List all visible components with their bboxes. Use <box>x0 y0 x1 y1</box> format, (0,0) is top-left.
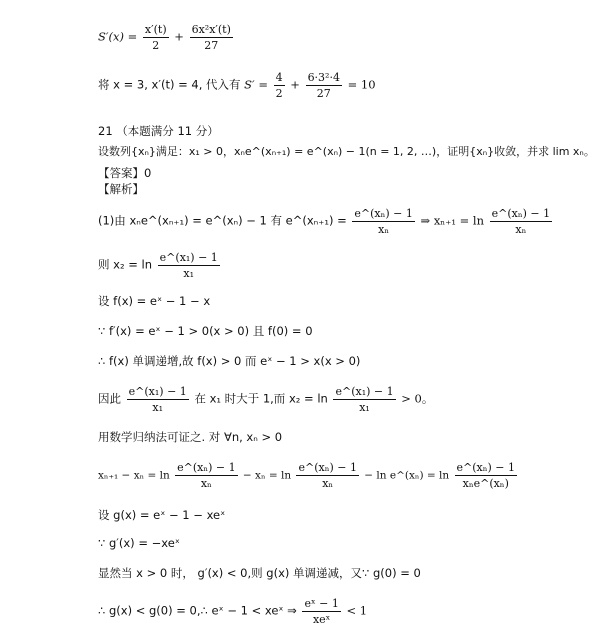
problem-header: 21 （本题满分 11 分） <box>98 124 219 138</box>
step8-fraction-3: $\frac{\text{e\textasciicircum{}(xₙ) − 1}}{\text{xₙe\textasciicircum{}(xₙ)}}$ <box>456 461 515 490</box>
step-7: 用数学归纳法可证之. 对 ∀n, xₙ > 0 <box>98 430 283 444</box>
step-5: ∴ f(x) 单调递增,故 f(x) > 0 而 eˣ − 1 > x(x > 0) <box>98 354 361 368</box>
eq2-fraction-2: $\frac{\text{6·3²·4}}{27}$ <box>307 71 340 100</box>
eq1-fraction-1: $\frac{x'(t)}{2}$ <box>144 23 167 52</box>
step-6: 因此 $\frac{\text{e\textasciicircum{}(x₁) − 1}}{\text{x₁}}$ 在 x₁ 时大于 1,而 x₂ = ln $\frac{\text{e\textasciicircum{}(x₁) − 1}}{\text{x₁}}$ > 0。 <box>98 385 434 414</box>
step-8: xₙ₊₁ − xₙ = ln $\frac{\text{e\textasciicircum{}(xₙ) − 1}}{\text{xₙ}}$ − xₙ = ln $\frac{\text{e\textasciicircum{}(xₙ) − 1}}{\text{xₙ}}$ − ln e^(xₙ) = ln $\frac{\text{e\textasciicircum{}(xₙ) − 1}}{\text{xₙe\textasciicircum{}(xₙ)}}$ <box>98 461 515 490</box>
step-12: ∴ g(x) < g(0) = 0,∴ eˣ − 1 < xeˣ ⇒ $\frac{\text{eˣ − 1}}{\text{xeˣ}}$ < 1 <box>98 597 368 626</box>
eq2-text: 将 x = 3, x′(t) = 4, 代入有 <box>98 77 241 92</box>
step-3: 设 f(x) = eˣ − 1 − x <box>98 294 211 308</box>
step2-fraction: $\frac{\text{e\textasciicircum{}(x₁) − 1}}{\text{x₁}}$ <box>159 251 218 280</box>
step-11: 显然当 x > 0 时， g′(x) < 0,则 g(x) 单调递减，又∵ g(0) = 0 <box>98 566 421 580</box>
step-10: ∵ g′(x) = −xeˣ <box>98 536 180 550</box>
step-2: 则 x₂ = ln $\frac{\text{e\textasciicircum{}(x₁) − 1}}{\text{x₁}}$ <box>98 251 218 280</box>
eq2-fraction-1: $\frac{4}{2}$ <box>275 71 283 100</box>
step8-fraction-1: $\frac{\text{e\textasciicircum{}(xₙ) − 1}}{\text{xₙ}}$ <box>177 461 236 490</box>
substitution-equation: 将 x = 3, x′(t) = 4, 代入有 S′ = $\frac{4}{2}$ + $\frac{\text{6·3²·4}}{27}$ = 10 <box>98 71 376 100</box>
analysis-label: 【解析】 <box>98 182 144 196</box>
step-4: ∵ f′(x) = eˣ − 1 > 0(x > 0) 且 f(0) = 0 <box>98 324 313 338</box>
step6-fraction-2: $\frac{\text{e\textasciicircum{}(x₁) − 1}}{\text{x₁}}$ <box>335 385 394 414</box>
step8-fraction-2: $\frac{\text{e\textasciicircum{}(xₙ) − 1}}{\text{xₙ}}$ <box>298 461 357 490</box>
step12-fraction: $\frac{\text{eˣ − 1}}{\text{xeˣ}}$ <box>304 597 339 626</box>
step-9: 设 g(x) = eˣ − 1 − xeˣ <box>98 508 226 522</box>
step1-fraction: $\frac{\text{e\textasciicircum{}(xₙ) − 1}}{\text{xₙ}}$ <box>354 207 413 236</box>
eq1-lhs: S′(x) = <box>98 29 138 44</box>
step1-fraction-2: $\frac{\text{e\textasciicircum{}(xₙ) − 1}}{\text{xₙ}}$ <box>491 207 551 236</box>
answer-label: 【答案】0 <box>98 166 152 180</box>
problem-statement: 设数列{xₙ}满足：x₁ > 0，xₙe^(xₙ₊₁) = e^(xₙ) − 1(n = 1, 2, …)，证明{xₙ}收敛，并求 lim xₙ。 <box>98 145 595 158</box>
step6-fraction: $\frac{\text{e\textasciicircum{}(x₁) − 1}}{\text{x₁}}$ <box>128 385 187 414</box>
step-1: (1)由 xₙe^(xₙ₊₁) = e^(xₙ) − 1 有 e^(xₙ₊₁) = $\frac{\text{e\textasciicircum{}(xₙ) − 1}}{\text{xₙ}}$ ⇒ xₙ₊₁ = ln $\frac{\text{e\textasciicircum{}(xₙ) − 1}}{\text{xₙ}}$ <box>98 207 551 236</box>
derivative-equation: S′(x) = $\frac{x'(t)}{2}$ + $\frac{\text{6x²x′(t)}}{27}$ <box>98 23 231 52</box>
eq1-fraction-2: $\frac{\text{6x²x′(t)}}{27}$ <box>191 23 231 52</box>
